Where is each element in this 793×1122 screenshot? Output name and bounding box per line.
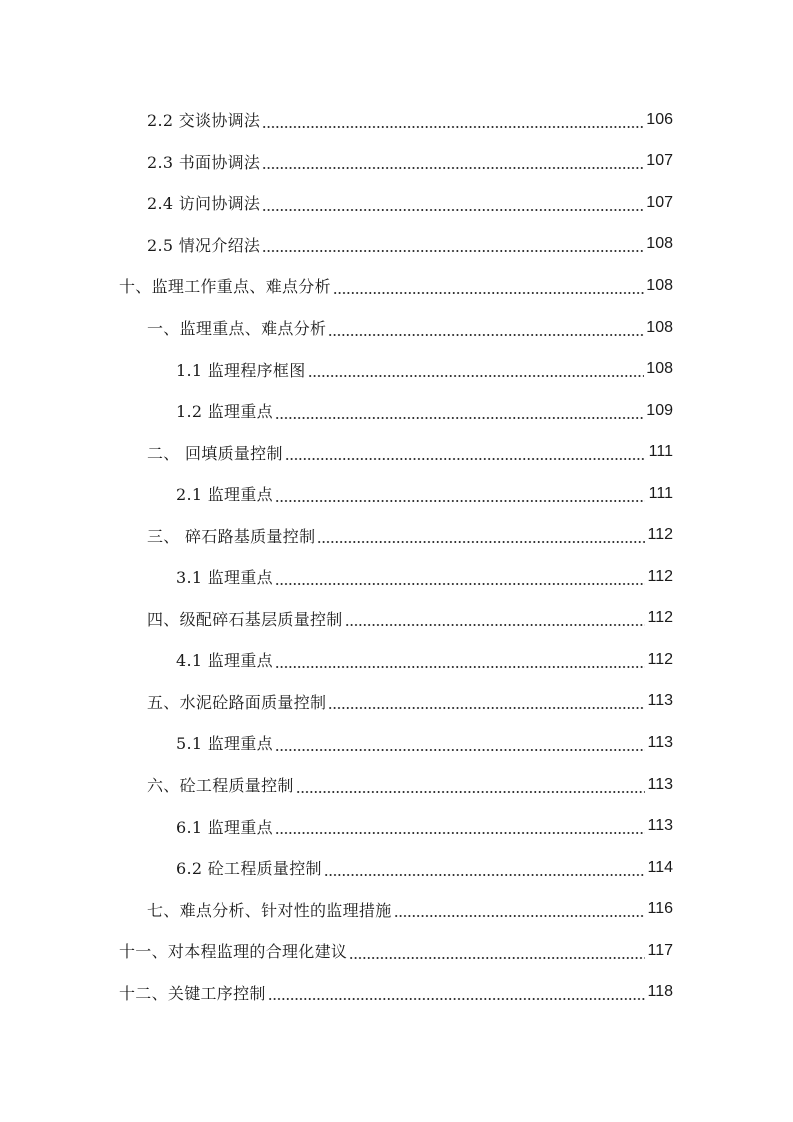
toc-entry-page-number: 108 xyxy=(646,235,673,253)
toc-entry-title: 6.1 监理重点 xyxy=(176,817,273,837)
toc-entry-title: 2.5 情况介绍法 xyxy=(147,235,261,255)
toc-entry[interactable] xyxy=(0,888,793,930)
toc-entry-page-number: 112 xyxy=(647,650,673,668)
toc-entry[interactable] xyxy=(0,265,793,307)
toc-entry[interactable] xyxy=(0,764,793,806)
toc-entry[interactable] xyxy=(0,971,793,1013)
toc-entry-title: 2.1 监理重点 xyxy=(176,485,273,505)
toc-entry[interactable] xyxy=(0,99,793,141)
toc-entry-page-number: 113 xyxy=(647,775,673,793)
toc-entry[interactable] xyxy=(0,556,793,598)
toc-entry-page-number: 113 xyxy=(647,733,673,751)
toc-entry-title: 一、监理重点、难点分析 xyxy=(147,319,327,338)
toc-dot-leader xyxy=(262,152,644,170)
toc-entry-title: 十二、关键工序控制 xyxy=(119,983,266,1003)
toc-dot-leader xyxy=(275,568,645,586)
toc-entry[interactable] xyxy=(0,930,793,972)
toc-entry-page-number: 112 xyxy=(647,567,673,585)
toc-entry-title: 六、砼工程质量控制 xyxy=(147,776,294,796)
toc-entry[interactable] xyxy=(0,681,793,723)
toc-entry[interactable] xyxy=(0,805,793,847)
toc-entry-page-number: 118 xyxy=(647,983,673,1001)
toc-dot-leader xyxy=(324,859,645,877)
toc-entry[interactable] xyxy=(0,639,793,681)
toc-entry-page-number: 108 xyxy=(646,318,673,336)
toc-entry[interactable] xyxy=(0,598,793,640)
toc-entry-page-number: 106 xyxy=(646,110,673,128)
toc-dot-leader xyxy=(328,319,644,337)
toc-dot-leader xyxy=(317,526,645,544)
toc-entry-title: 2.4 访问协调法 xyxy=(147,194,261,214)
toc-entry-title: 2.3 书面协调法 xyxy=(147,152,261,172)
toc-entry[interactable] xyxy=(0,431,793,473)
toc-dot-leader xyxy=(262,194,644,212)
toc-entry[interactable] xyxy=(0,847,793,889)
toc-entry-title: 6.2 砼工程质量控制 xyxy=(176,859,322,879)
toc-dot-leader xyxy=(275,651,645,669)
toc-entry-page-number: 109 xyxy=(646,401,673,419)
toc-entry[interactable] xyxy=(0,390,793,432)
toc-dot-leader xyxy=(308,360,645,378)
toc-entry[interactable] xyxy=(0,224,793,266)
toc-entry[interactable] xyxy=(0,348,793,390)
toc-entry[interactable] xyxy=(0,307,793,349)
toc-dot-leader xyxy=(275,402,644,420)
toc-dot-leader xyxy=(275,734,645,752)
toc-entry-title: 十、监理工作重点、难点分析 xyxy=(119,277,331,297)
toc-entry-title: 三、 碎石路基质量控制 xyxy=(147,526,316,546)
toc-dot-leader xyxy=(275,485,645,503)
toc-entry-page-number: 112 xyxy=(647,526,673,544)
toc-entry-title: 1.2 监理重点 xyxy=(176,402,273,422)
toc-entry-title: 4.1 监理重点 xyxy=(176,651,273,671)
toc-entry-page-number: 112 xyxy=(647,609,673,627)
toc-entry-title: 5.1 监理重点 xyxy=(176,734,273,754)
toc-entry-title: 1.1 监理程序框图 xyxy=(176,360,306,380)
toc-entry[interactable] xyxy=(0,141,793,183)
table-of-contents xyxy=(0,99,793,1013)
toc-entry-title: 二、 回填质量控制 xyxy=(147,443,283,463)
toc-entry-page-number: 113 xyxy=(647,817,673,835)
toc-entry-title: 十一、对本程监理的合理化建议 xyxy=(119,942,348,962)
toc-entry-page-number: 113 xyxy=(647,692,673,710)
toc-dot-leader xyxy=(285,443,645,461)
toc-entry[interactable] xyxy=(0,514,793,556)
toc-entry-page-number: 116 xyxy=(647,900,673,918)
toc-entry-title: 2.2 交谈协调法 xyxy=(147,111,261,131)
toc-dot-leader xyxy=(328,692,645,710)
toc-entry-page-number: 107 xyxy=(646,152,673,170)
toc-entry[interactable] xyxy=(0,722,793,764)
toc-dot-leader xyxy=(262,235,644,253)
toc-dot-leader xyxy=(345,609,645,627)
toc-dot-leader xyxy=(262,111,644,129)
toc-entry[interactable] xyxy=(0,182,793,224)
toc-dot-leader xyxy=(275,817,645,835)
toc-dot-leader xyxy=(333,277,644,295)
toc-dot-leader xyxy=(349,942,645,960)
toc-dot-leader xyxy=(268,983,645,1001)
toc-entry-page-number: 111 xyxy=(648,443,673,461)
toc-dot-leader xyxy=(394,900,645,918)
toc-entry-title: 3.1 监理重点 xyxy=(176,568,273,588)
toc-entry-title: 五、水泥砼路面质量控制 xyxy=(147,692,327,712)
toc-entry-title: 四、级配碎石基层质量控制 xyxy=(147,609,343,629)
toc-entry-page-number: 111 xyxy=(648,484,673,502)
toc-entry-page-number: 117 xyxy=(647,941,673,959)
toc-entry-page-number: 114 xyxy=(647,858,673,876)
toc-entry-title: 七、难点分析、针对性的监理措施 xyxy=(147,900,392,920)
toc-entry[interactable] xyxy=(0,473,793,515)
toc-dot-leader xyxy=(296,776,645,794)
toc-entry-page-number: 108 xyxy=(646,360,673,378)
toc-entry-page-number: 108 xyxy=(646,276,673,294)
toc-entry-page-number: 107 xyxy=(646,193,673,211)
